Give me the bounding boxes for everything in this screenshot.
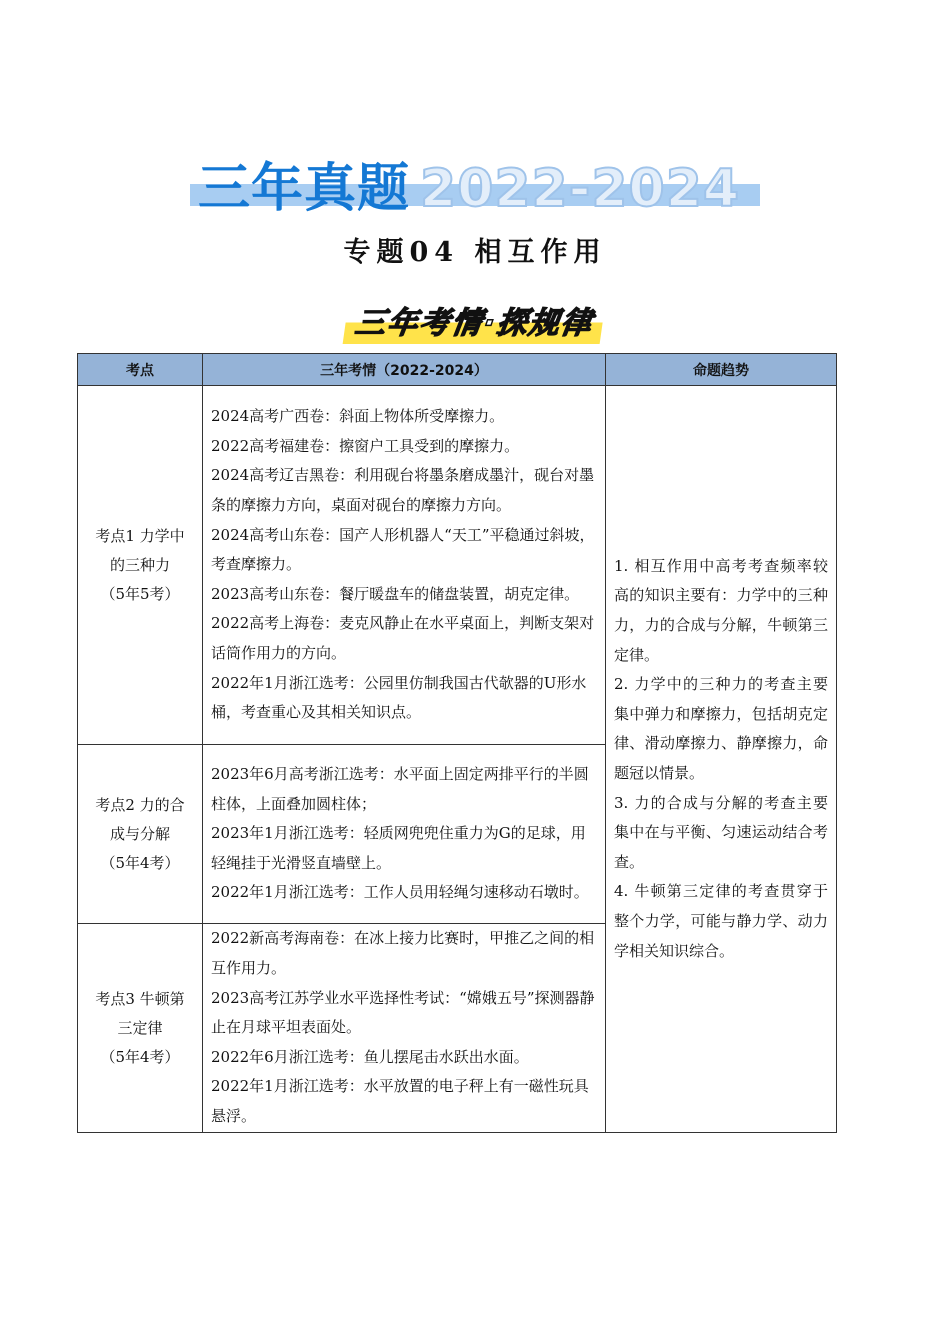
kaodian-name: 成与分解 [109,824,170,843]
banner-text [198,146,740,221]
topic-title: 专题04 相互作用 [343,237,607,268]
list-item: 2024高考山东卷：国产人形机器人“天工”平稳通过斜坡，考查摩擦力。 [211,525,595,574]
kaodian-count: （5年5考） [100,584,180,603]
trend-item: 2. 力学中的三种力的考查主要集中弹力和摩擦力，包括胡克定律、滑动摩擦力、静摩擦力，命题冠以情景。 [614,675,828,782]
sub-banner [0,296,950,344]
title-banner [190,148,760,219]
kaodian-name: 考点1 力学中 [95,526,185,545]
list-item: 2023高考山东卷：餐厅暖盘车的储盘装置，胡克定律。 [211,584,580,603]
kaoqing-cell-3 [203,924,606,1133]
kaodian-name: 考点2 力的合 [95,795,185,814]
kaodian-count: （5年4考） [100,853,180,872]
sub-banner-text: 三年考情·探规律 [343,296,607,344]
list-item: 2022高考上海卷：麦克风静止在水平桌面上，判断支架对话筒作用力的方向。 [211,614,595,662]
kaodian-cell-1 [78,386,203,745]
list-item: 2022年6月浙江选考：鱼儿摆尾击水跃出水面。 [211,1047,529,1066]
list-item: 2022年1月浙江选考：工作人员用轻绳匀速移动石墩时。 [211,883,589,902]
list-item: 2022年1月浙江选考：公园里仿制我国古代欹器的U形水桶，考查重心及其相关知识点。 [211,673,587,722]
kaodian-name: 考点3 牛顿第 [95,989,185,1008]
header-kaodian: 考点 [78,354,203,386]
table-row [78,386,837,745]
kaodian-name: 的三种力 [109,555,170,574]
list-item: 2022高考福建卷：擦窗户工具受到的摩擦力。 [211,436,520,455]
list-item: 2024高考辽吉黑卷：利用砚台将墨条磨成墨汁，砚台对墨条的摩擦力方向，桌面对砚台的摩擦力方向。 [211,466,595,515]
table-header-row [78,354,837,386]
list-item: 2022新高考海南卷：在冰上接力比赛时，甲推乙之间的相互作用力。 [211,929,595,978]
trend-item: 1. 相互作用中高考考查频率较高的知识主要有：力学中的三种力，力的合成与分解，牛顿第三定律。 [614,556,828,664]
list-item: 2023年6月高考浙江选考：水平面上固定两排平行的半圆柱体，上面叠加圆柱体； [211,765,589,813]
list-item: 2024高考广西卷：斜面上物体所受摩擦力。 [211,407,505,426]
kaoqing-cell-2 [203,745,606,924]
kaodian-cell-2 [78,745,203,924]
header-trend: 命题趋势 [606,354,837,386]
exam-analysis-table [77,353,837,1133]
banner-part-2: 2022-2024 [420,159,741,219]
kaoqing-cell-1 [203,386,606,745]
trend-item: 3. 力的合成与分解的考查主要集中在与平衡、匀速运动结合考查。 [614,793,828,871]
list-item: 2023年1月浙江选考：轻质网兜兜住重力为G的足球，用轻绳挂于光滑竖直墙壁上。 [211,824,586,872]
trend-item: 4. 牛顿第三定律的考查贯穿于整个力学，可能与静力学、动力学相关知识综合。 [614,882,828,960]
header-kaoqing: 三年考情（2022-2024） [203,354,606,386]
list-item: 2022年1月浙江选考：水平放置的电子秤上有一磁性玩具悬浮。 [211,1077,589,1125]
trend-cell [606,386,837,1133]
kaodian-count: （5年4考） [100,1047,180,1066]
list-item: 2023高考江苏学业水平选择性考试：“嫦娥五号”探测器静止在月球平坦表面处。 [211,988,595,1037]
kaodian-cell-3 [78,924,203,1133]
banner-part-1: 三年真题 [198,159,411,219]
kaodian-name: 三定律 [117,1018,163,1037]
